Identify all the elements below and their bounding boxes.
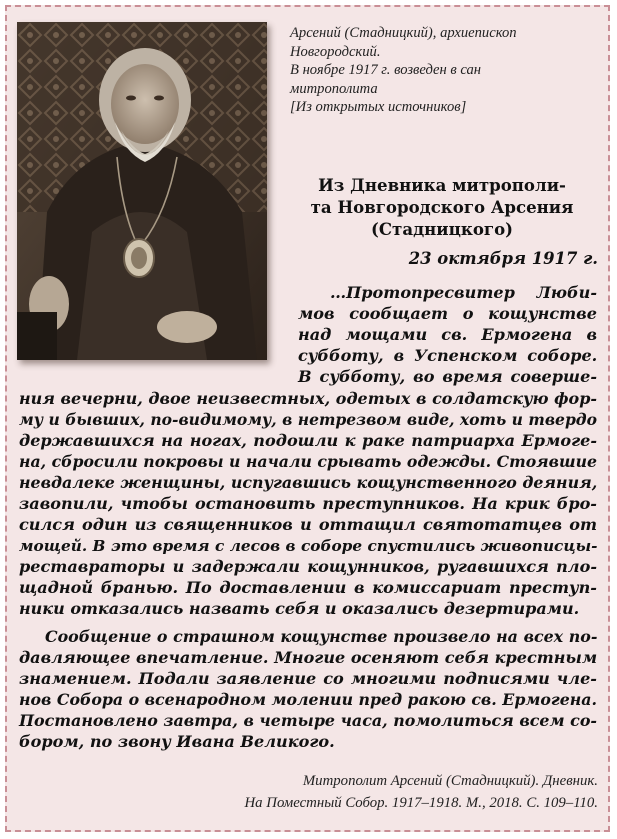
body-line: субботу, в Успенском соборе. <box>298 346 598 365</box>
body-line: сился один из священников и оттащил святотатцев от <box>19 515 598 534</box>
body-line: бором, по звону Ивана Великого. <box>19 732 335 751</box>
body-line: завопили, чтобы остановить преступников. На крик бро- <box>19 494 597 513</box>
caption-line: Арсений (Стадницкий), архиепископ <box>290 25 517 41</box>
body-line: Сообщение о страшном кощунстве произвело на всех по- <box>45 627 598 646</box>
caption-line: митрополита <box>290 80 378 97</box>
caption-line: [Из открытых источников] <box>290 99 467 116</box>
diary-title <box>282 174 602 240</box>
body-line: реставраторы и задержали кощунников, ругавшихся пло- <box>19 557 597 576</box>
source-line: На Поместный Собор. 1917–1918. М., 2018. С. 109–110. <box>244 795 598 811</box>
body-line: В субботу, во время соверше- <box>298 367 597 386</box>
title-line: та Новгородского Арсения <box>310 197 574 217</box>
caption-line: Новгородский. <box>290 43 381 60</box>
body-line: давляющее впечатление. Многие осеняют себя крестным <box>19 648 598 667</box>
diary-date: 23 октября 1917 г. <box>408 249 598 268</box>
body-line: нов Собора о всенародном молении пред ракою св. Ермогена. <box>19 690 598 709</box>
body-line: над мощами св. Ермогена в <box>298 325 598 344</box>
body-line: ники отказались назвать себя и оказались дезертирами. <box>19 599 580 618</box>
body-line: мощей. В это время с лесов в соборе спустились живописцы- <box>19 537 598 555</box>
body-line: знамением. Подали заявление со многими подписями чле- <box>19 669 597 688</box>
title-line: Из Дневника митрополи- <box>318 175 566 195</box>
body-line: щадной бранью. По доставлении в комиссариат преступ- <box>19 578 597 597</box>
source-citation <box>244 770 598 814</box>
body-line: на, сбросили покровы и начали срывать одежды. Стоявшие <box>19 452 597 471</box>
body-line: ния вечерни, двое неизвестных, одетых в солдатскую фор- <box>19 389 597 408</box>
portrait-photo <box>17 22 267 360</box>
portrait-image <box>17 22 267 360</box>
body-line: му и бывших, по-видимому, в нетрезвом виде, хоть и твердо <box>19 410 597 429</box>
body-line: державшихся на ногах, подошли к раке патриарха Ермоге- <box>19 431 598 450</box>
body-line: мов сообщает о кощунстве <box>298 304 597 323</box>
photo-caption <box>290 24 600 117</box>
source-line: Митрополит Арсений (Стадницкий). Дневник. <box>302 773 598 789</box>
caption-line: В ноябре 1917 г. возведен в сан <box>290 62 482 79</box>
body-line: Постановлено завтра, в четыре часа, помолиться всем со- <box>19 711 597 730</box>
body-line: невдалеке женщины, испугавшись кощунственного деяния, <box>19 473 598 492</box>
title-line: (Стадницкого) <box>370 219 513 239</box>
body-line: …Протопресвитер Люби- <box>330 283 597 302</box>
